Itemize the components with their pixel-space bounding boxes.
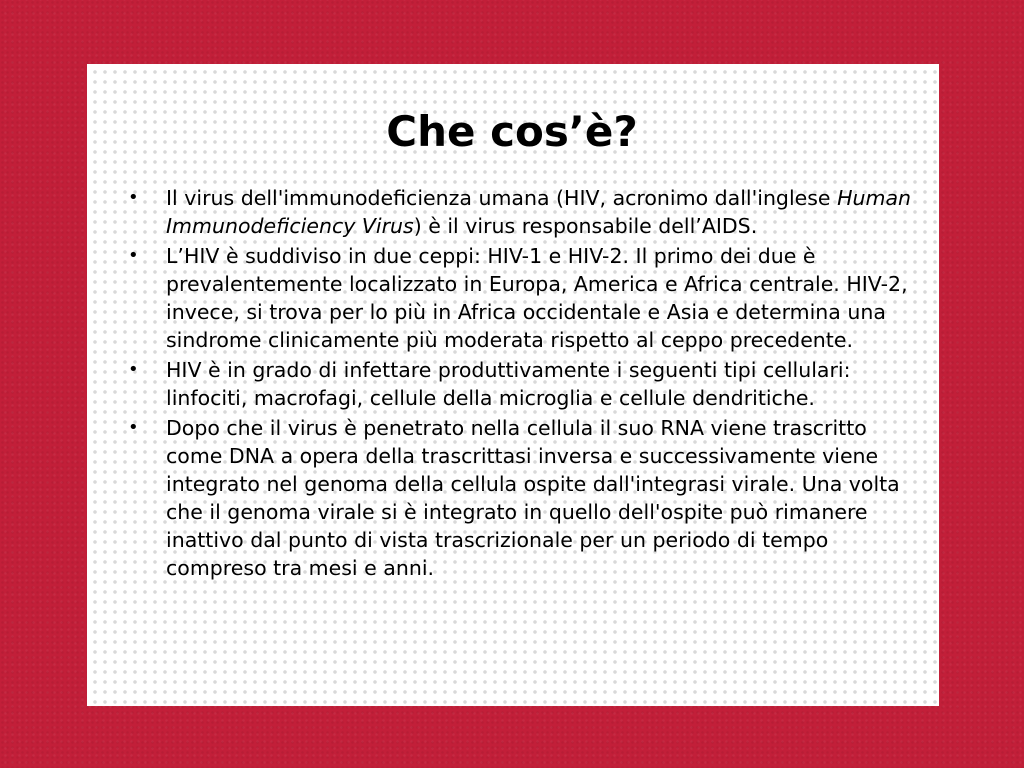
bullet-text: L’HIV è suddiviso in due ceppi: HIV-1 e HIV-2. Il primo dei due è prevalentemente localizzato in Europa, America e Africa centrale. HIV-2, invece, si trova per lo più in Africa occidentale e Asia e determina una sindrome clinicamente più moderata rispetto al ceppo precedente.: [166, 244, 908, 352]
bullet-icon: •: [128, 417, 139, 438]
bullet-text-part: Il virus dell'immunodeficienza umana (HIV, acronimo dall'inglese: [166, 186, 838, 210]
bullet-text-part: ) è il virus responsabile dell’AIDS.: [413, 214, 758, 238]
bullet-icon: •: [128, 245, 139, 266]
bullet-item-integration: [128, 414, 928, 582]
bullet-item-strains: [128, 242, 928, 354]
bullet-item-cell-types: [128, 356, 928, 412]
bullet-text-italic: Human Immunodeficiency Virus: [166, 186, 912, 238]
bullet-text: Dopo che il virus è penetrato nella cellula il suo RNA viene trascritto come DNA a opera della trascrittasi inversa e successivamente viene integrato nel genoma della cellula ospite dall'integrasi virale. Una volta che il genoma virale si è integrato in quello dell'ospite può rimanere inattivo dal punto di vista trascrizionale per un periodo di tempo compreso tra mesi e anni.: [166, 416, 900, 580]
slide-title: Che cos’è?: [386, 107, 638, 156]
bullet-icon: •: [128, 359, 139, 380]
bullet-item-definition: [128, 184, 928, 240]
bullet-icon: •: [128, 187, 139, 208]
bullet-text: HIV è in grado di infettare produttivamente i seguenti tipi cellulari: linfociti, macrofagi, cellule della microglia e cellule dendritiche.: [166, 358, 851, 410]
bullet-list: [128, 184, 928, 584]
